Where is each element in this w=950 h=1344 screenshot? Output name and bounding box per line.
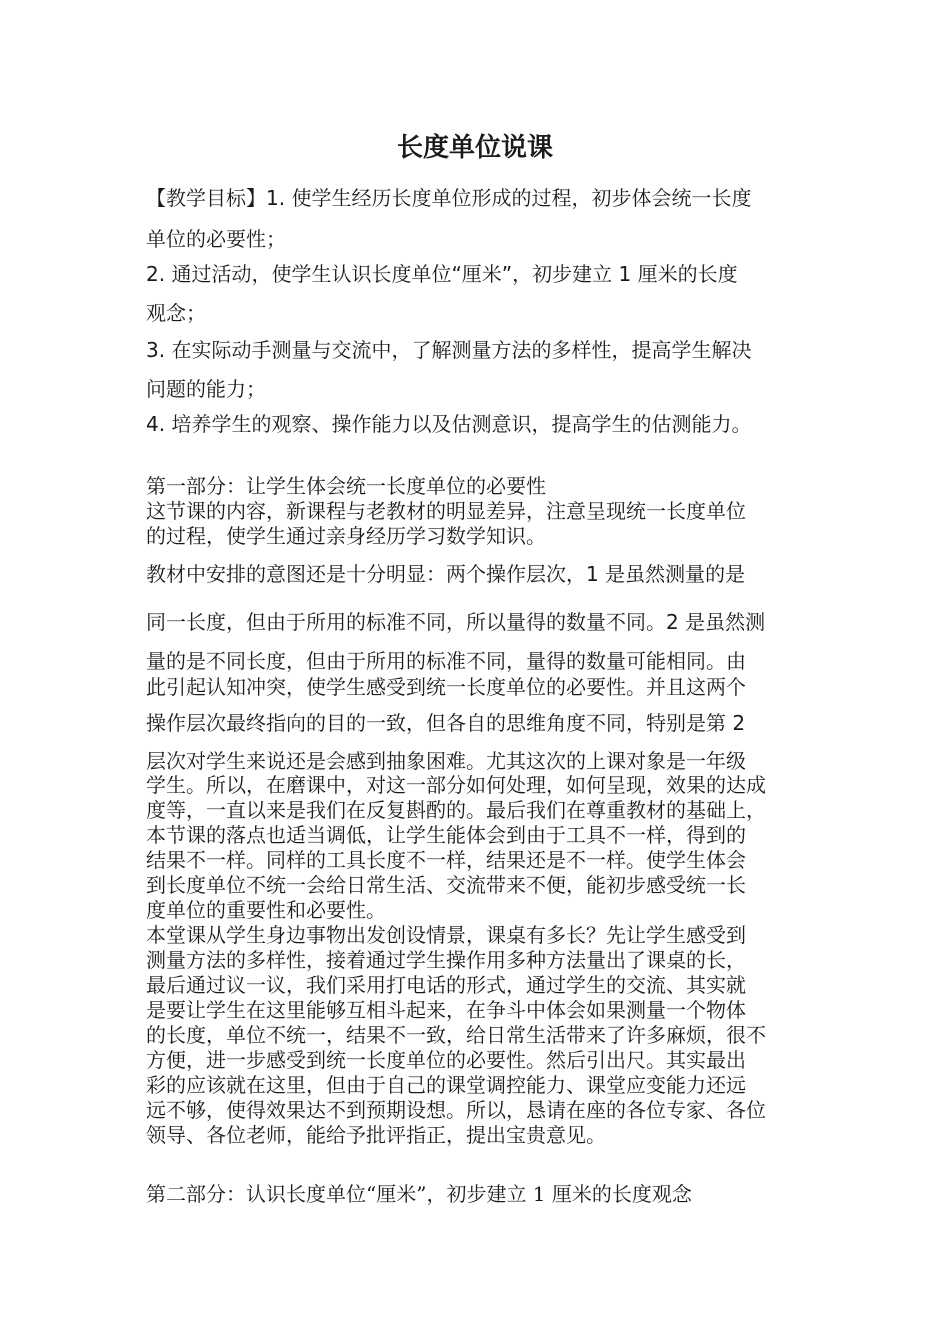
paragraph-line: 量的是不同长度，但由于所用的标准不同，量得的数量可能相同。由 bbox=[146, 649, 746, 673]
objectives-line: 问题的能力； bbox=[146, 377, 266, 401]
objectives-line: 3. 在实际动手测量与交流中，了解测量方法的多样性，提高学生解决 bbox=[146, 338, 752, 362]
paragraph-line: 最后通过议一议，我们采用打电话的形式，通过学生的交流、其实就 bbox=[146, 973, 746, 997]
objectives-line: 4. 培养学生的观察、操作能力以及估测意识，提高学生的估测能力。 bbox=[146, 412, 752, 436]
objectives-line: 2. 通过活动，使学生认识长度单位“厘米”，初步建立 1 厘米的长度 bbox=[146, 262, 738, 286]
paragraph-line: 学生。所以，在磨课中，对这一部分如何处理，如何呈现，效果的达成 bbox=[146, 773, 766, 797]
part2-heading: 第二部分：认识长度单位“厘米”，初步建立 1 厘米的长度观念 bbox=[146, 1182, 692, 1206]
document-title: 长度单位说课 bbox=[396, 133, 553, 163]
paragraph-line: 测量方法的多样性，接着通过学生操作用多种方法量出了课桌的长， bbox=[146, 948, 746, 972]
part1-heading: 第一部分：让学生体会统一长度单位的必要性 bbox=[146, 474, 546, 498]
paragraph-line: 教材中安排的意图还是十分明显：两个操作层次，1 是虽然测量的是 bbox=[146, 562, 746, 586]
paragraph-line: 这节课的内容，新课程与老教材的明显差异，注意呈现统一长度单位 bbox=[146, 499, 746, 523]
paragraph-line: 方便，进一步感受到统一长度单位的必要性。然后引出尺。其实最出 bbox=[146, 1048, 746, 1072]
objectives-line: 单位的必要性； bbox=[146, 227, 286, 251]
paragraph-line: 到长度单位不统一会给日常生活、交流带来不便，能初步感受统一长 bbox=[146, 873, 746, 897]
paragraph-line: 本堂课从学生身边事物出发创设情景，课桌有多长？先让学生感受到 bbox=[146, 923, 746, 947]
paragraph-line: 度等，一直以来是我们在反复斟酌的。最后我们在尊重教材的基础上， bbox=[146, 798, 766, 822]
paragraph-line: 远不够，使得效果达不到预期设想。所以，恳请在座的各位专家、各位 bbox=[146, 1098, 766, 1122]
objectives-line: 【教学目标】1. 使学生经历长度单位形成的过程，初步体会统一长度 bbox=[146, 186, 752, 210]
paragraph-line: 此引起认知冲突，使学生感受到统一长度单位的必要性。并且这两个 bbox=[146, 675, 746, 699]
paragraph-line: 层次对学生来说还是会感到抽象困难。尤其这次的上课对象是一年级 bbox=[146, 749, 746, 773]
paragraph-line: 本节课的落点也适当调低，让学生能体会到由于工具不一样，得到的 bbox=[146, 823, 746, 847]
paragraph-line: 领导、各位老师，能给予批评指正，提出宝贵意见。 bbox=[146, 1123, 606, 1147]
paragraph-line: 的长度，单位不统一，结果不一致，给日常生活带来了许多麻烦，很不 bbox=[146, 1023, 766, 1047]
paragraph-line: 彩的应该就在这里，但由于自己的课堂调控能力、课堂应变能力还远 bbox=[146, 1073, 746, 1097]
paragraph-line: 是要让学生在这里能够互相斗起来，在争斗中体会如果测量一个物体 bbox=[146, 998, 746, 1022]
paragraph-line: 度单位的重要性和必要性。 bbox=[146, 898, 386, 922]
paragraph-line: 操作层次最终指向的目的一致，但各自的思维角度不同，特别是第 2 bbox=[146, 711, 746, 735]
objectives-line: 观念； bbox=[146, 301, 206, 325]
paragraph-line: 同一长度，但由于所用的标准不同，所以量得的数量不同。2 是虽然测 bbox=[146, 610, 766, 634]
paragraph-line: 的过程，使学生通过亲身经历学习数学知识。 bbox=[146, 524, 546, 548]
paragraph-line: 结果不一样。同样的工具长度不一样，结果还是不一样。使学生体会 bbox=[146, 848, 746, 872]
